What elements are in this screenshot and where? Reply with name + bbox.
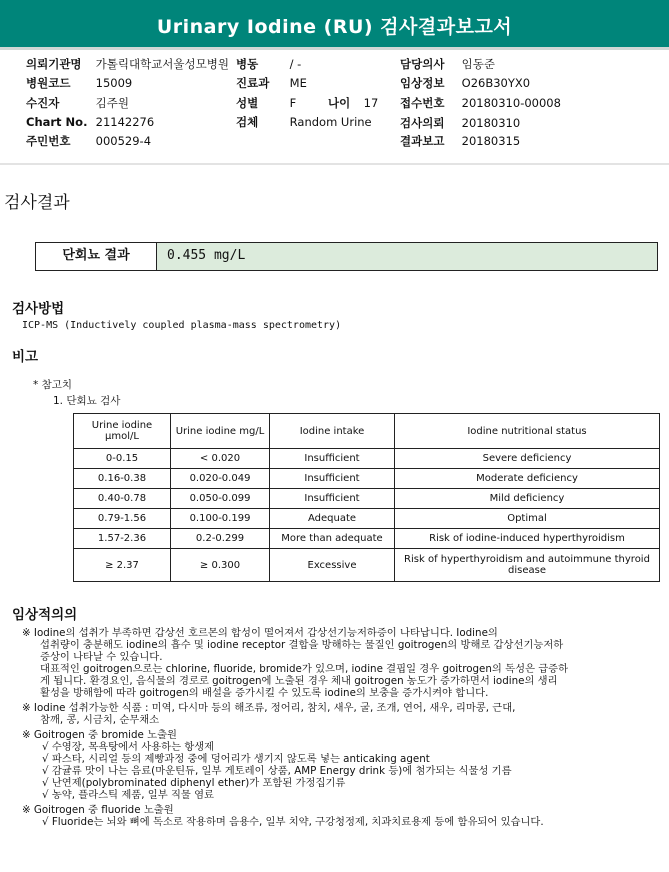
header-divider [0,163,669,165]
table-cell: Moderate deficiency [395,469,660,489]
table-cell: Adequate [270,509,395,529]
info-label: 임상정보 [400,76,445,90]
ref-subtitle: 1. 단회뇨 검사 [53,395,121,407]
table-cell: Insufficient [270,489,395,509]
table-cell: More than adequate [270,529,395,549]
note-line: √ 수영장, 목욕탕에서 사용하는 항생제 [42,741,215,753]
info-label: 성별 [236,96,259,110]
table-cell: Excessive [270,549,395,582]
note-line: ※ Goitrogen 중 bromide 노출원 [22,729,177,741]
note-line: 활성을 방해함에 따라 goitrogen의 배설을 증가시킬 수 있도록 iodine의 보충을 증가시켜야 합니다. [40,687,489,699]
info-label: 접수번호 [400,96,445,110]
clinical-heading: 임상적의의 [12,607,78,623]
reference-table [73,413,660,582]
note-line: √ 감귤류 맛이 나는 음료(마운틴듀, 일부 게토레이 상품, AMP Energy drink 등)에 첨가되는 식물성 기름 [42,765,512,777]
clinical-notes [22,627,662,828]
table-cell: 0.050-0.099 [171,489,270,509]
table-header: Urine iodine mg/L [171,414,270,449]
table-cell: Mild deficiency [395,489,660,509]
table-header: Iodine nutritional status [395,414,660,449]
note-line: ※ Iodine 섭취가능한 식품 : 미역, 다시마 등의 해조류, 정어리, 참치, 새우, 굴, 조개, 연어, 새우, 리마콩, 근대, [22,702,516,714]
result-label: 단회뇨 결과 [36,243,157,270]
info-label: 수진자 [26,96,60,110]
info-value: 15009 [95,76,133,90]
note-line: √ 파스타, 시리얼 등의 제빵과정 중에 덩어리가 생기지 않도록 넣는 anticaking agent [42,753,430,765]
info-label: 검사의뢰 [400,116,445,130]
info-value: 000529-4 [95,134,152,148]
info-value: F [289,96,297,110]
table-cell: 0.2-0.299 [171,529,270,549]
info-label: 주민번호 [26,134,71,148]
table-header-row [74,414,660,449]
remarks-heading: 비고 [12,349,39,365]
table-cell: Risk of hyperthyroidism and autoimmune thyroid disease [395,549,660,582]
table-cell: < 0.020 [171,449,270,469]
table-row [74,449,660,469]
info-value: 17 [363,96,379,110]
table-cell: ≥ 0.300 [171,549,270,582]
info-label: 검체 [236,115,259,129]
info-right-2 [400,95,561,111]
note-line: 증상이 나타날 수 있습니다. [40,651,163,663]
info-age [328,95,378,111]
info-value: O26B30YX0 [461,76,531,90]
table-cell: 0-0.15 [74,449,171,469]
note-line: √ Fluoride는 뇌와 뼈에 독소로 작용하며 음용수, 일부 치약, 구강청정제, 치과치료용제 등에 함유되어 있습니다. [42,816,544,828]
table-cell: Optimal [395,509,660,529]
table-row [74,489,660,509]
info-label: 병원코드 [26,76,71,90]
section-result-heading: 검사결과 [4,193,70,213]
table-cell: 0.16-0.38 [74,469,171,489]
info-label: 결과보고 [400,134,445,148]
table-row [74,469,660,489]
table-row [74,529,660,549]
table-cell: ≥ 2.37 [74,549,171,582]
result-value: 0.455 mg/L [157,243,657,270]
info-mid-2 [236,95,296,111]
method-heading: 검사방법 [12,301,65,317]
info-value: 20180310-00008 [461,96,561,110]
table-cell: Risk of iodine-induced hyperthyroidism [395,529,660,549]
table-cell: 0.40-0.78 [74,489,171,509]
note-line: ※ Goitrogen 중 fluoride 노출원 [22,804,174,816]
table-cell: 1.57-2.36 [74,529,171,549]
info-left-1 [26,75,132,91]
info-label: 나이 [328,96,351,110]
note-line: 대표적인 goitrogen으로는 chlorine, fluoride, bromide가 있으며, iodine 결핍일 경우 goitrogen의 독성은 급증하 [40,663,569,675]
info-right-3 [400,115,520,131]
report-title: Urinary Iodine (RU) 검사결과보고서 [156,16,513,38]
note-line: 게 됩니다. 환경요인, 음식물의 경로로 goitrogen에 노출된 경우 체내 goitrogen 농도가 증가하면서 iodine의 생리 [40,675,558,687]
method-text: ICP-MS (Inductively coupled plasma-mass spectrometry) [22,320,342,331]
info-value: 21142276 [95,115,155,129]
info-label: 의뢰기관명 [26,57,82,71]
info-value: 가톨릭대학교서울성모병원 [95,57,229,71]
info-mid-0 [236,56,301,72]
table-row [74,549,660,582]
info-left-0 [26,56,229,72]
note-line: √ 난연제(polybrominated diphenyl ether)가 포함된 가정집기류 [42,777,346,789]
info-value: Random Urine [289,115,372,129]
table-cell: 0.020-0.049 [171,469,270,489]
table-cell: Insufficient [270,449,395,469]
info-label: 담당의사 [400,57,445,71]
table-cell: Severe deficiency [395,449,660,469]
info-label: 진료과 [236,76,270,90]
note-line: √ 농약, 플라스틱 제품, 일부 직물 염료 [42,789,215,801]
info-left-4 [26,133,151,149]
info-right-4 [400,133,520,149]
info-label: Chart No. [26,115,88,129]
report-banner [0,0,669,50]
note-line: 참깨, 콩, 시금치, 순무채소 [40,714,160,726]
info-value: / - [289,57,302,71]
info-left-3 [26,115,154,129]
info-value: ME [289,76,307,90]
table-header: Iodine intake [270,414,395,449]
note-line: ※ Iodine의 섭취가 부족하면 갑상선 호르몬의 합성이 떨어져서 갑상선기능저하증이 나타납니다. Iodine의 [22,627,498,639]
info-mid-1 [236,75,307,91]
result-box [35,242,658,271]
table-header: Urine iodine μmol/L [74,414,171,449]
info-value: 20180315 [461,134,521,148]
info-value: 20180310 [461,116,521,130]
info-value: 임동준 [461,57,495,71]
table-cell: Insufficient [270,469,395,489]
info-mid-3 [236,114,372,130]
table-row [74,509,660,529]
info-value: 김주원 [95,96,129,110]
info-right-1 [400,75,530,91]
info-right-0 [400,56,495,72]
note-line: 섭취량이 충분해도 iodine의 흡수 및 iodine receptor 결합을 방해하는 물질인 goitrogen의 방해로 갑상선기능저하 [40,639,564,651]
info-left-2 [26,95,129,111]
ref-title: * 참고치 [33,379,73,391]
table-cell: 0.79-1.56 [74,509,171,529]
table-cell: 0.100-0.199 [171,509,270,529]
info-label: 병동 [236,57,259,71]
